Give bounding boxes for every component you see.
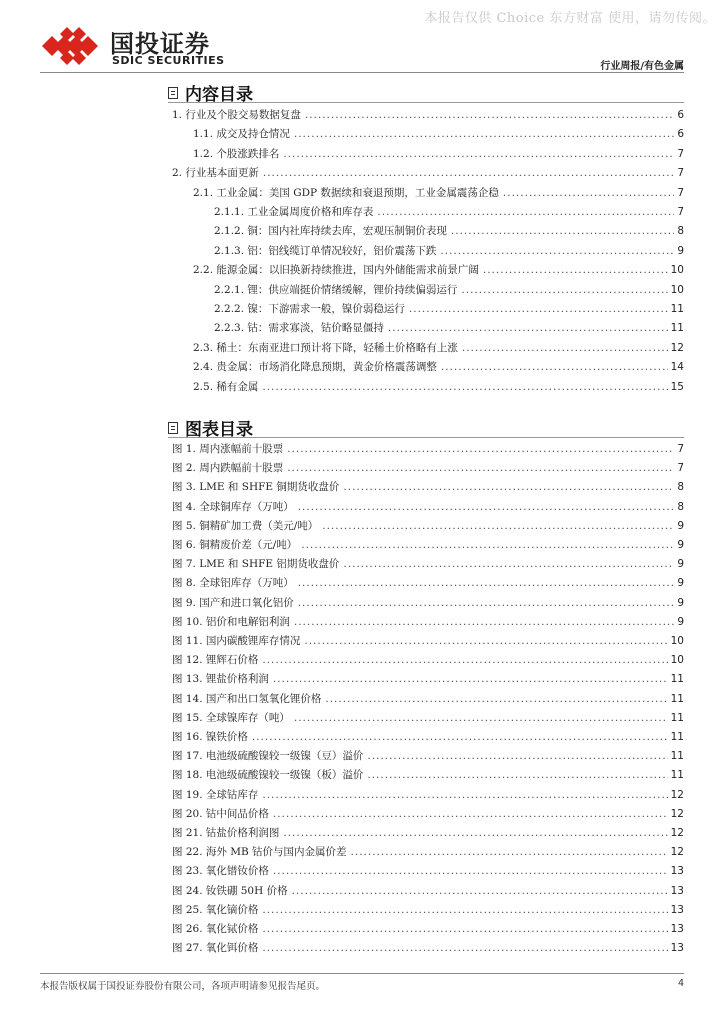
figure-entry-label: 图 6. 铜精废价差（元/吨） xyxy=(172,539,298,551)
dot-leader xyxy=(409,301,668,317)
figure-entry-page: 10 xyxy=(670,654,684,667)
toc-entry-page: 10 xyxy=(670,283,684,296)
toc-entry-label: 1.2. 个股涨跌排名 xyxy=(193,147,280,160)
toc-entry[interactable] xyxy=(193,146,684,162)
logo-diamond-icon xyxy=(40,26,104,66)
toc-entry-page: 7 xyxy=(677,186,684,199)
figure-entry-label: 图 25. 氧化镝价格 xyxy=(172,903,259,916)
toc-entry-page: 15 xyxy=(670,380,684,393)
dot-leader xyxy=(262,921,667,937)
toc-entry-label: 2.2.2. 镍：下游需求一般，镍价弱稳运行 xyxy=(214,303,405,315)
dot-leader xyxy=(262,652,667,668)
dot-leader xyxy=(343,556,674,572)
figure-entry-label: 图 1. 周内涨幅前十股票 xyxy=(172,443,284,455)
figure-entry[interactable] xyxy=(172,671,684,687)
figure-entry[interactable] xyxy=(172,556,684,572)
figure-entry[interactable] xyxy=(172,479,684,495)
figure-entry[interactable] xyxy=(172,652,684,668)
toc-entry-label: 2.1.3. 铝：铝线缆订单情况较好，铝价震荡下跌 xyxy=(214,244,437,257)
dot-leader xyxy=(262,379,667,395)
dot-leader xyxy=(262,940,667,956)
figure-entry-page: 11 xyxy=(670,769,684,782)
toc-entry-label: 2.2.3. 钴：需求寡淡，钴价略显僵持 xyxy=(214,322,384,335)
toc-entry-page: 7 xyxy=(677,147,684,160)
figure-entry-page: 9 xyxy=(677,539,684,551)
figure-entry-label: 图 5. 铜精矿加工费（美元/吨） xyxy=(172,519,319,532)
report-category: 行业周报/有色金属 xyxy=(600,61,684,72)
document-icon xyxy=(168,87,178,99)
figure-entry-label: 图 16. 镍铁价格 xyxy=(172,731,248,743)
figure-entry-page: 9 xyxy=(677,577,684,590)
dot-leader xyxy=(283,825,667,841)
dot-leader xyxy=(503,185,674,201)
figure-entry[interactable] xyxy=(172,825,684,841)
figure-entry[interactable] xyxy=(172,614,684,630)
figure-entry-page: 12 xyxy=(670,846,684,859)
toc-entry-label: 2.1. 工业金属：美国 GDP 数据续和衰退预期，工业金属震荡企稳 xyxy=(193,186,499,199)
figure-entry-page: 7 xyxy=(677,462,684,475)
figure-entry-label: 图 26. 氧化铽价格 xyxy=(172,923,259,935)
dot-leader xyxy=(252,729,668,745)
figure-entry[interactable] xyxy=(172,844,684,860)
dot-leader xyxy=(273,671,668,687)
toc-entry[interactable] xyxy=(214,320,684,336)
toc-entry-page: 9 xyxy=(677,244,684,257)
figure-entry[interactable] xyxy=(172,883,684,899)
figure-entry-page: 11 xyxy=(670,750,684,763)
dot-leader xyxy=(262,787,667,803)
figure-entry-page: 11 xyxy=(670,673,684,686)
toc-entry[interactable] xyxy=(214,243,684,259)
toc-entry-label: 2.5. 稀有金属 xyxy=(193,380,259,393)
figure-entry-page: 9 xyxy=(677,519,684,532)
toc-entry-label: 2.2. 能源金属：以旧换新持续推进，国内外储能需求前景广阔 xyxy=(193,264,479,277)
dot-leader xyxy=(351,844,668,860)
dot-leader xyxy=(298,595,675,611)
figure-entry[interactable] xyxy=(172,767,684,783)
toc-entry[interactable] xyxy=(214,223,684,239)
header-divider xyxy=(40,72,684,73)
toc-entry-label: 2.2.1. 锂：供应端挺价情绪缓解，锂价持续偏弱运行 xyxy=(214,283,458,296)
figure-entry-page: 12 xyxy=(670,807,684,820)
toc-entry[interactable] xyxy=(214,282,684,298)
dot-leader xyxy=(262,902,667,918)
figure-entry[interactable] xyxy=(172,575,684,591)
figure-entry[interactable] xyxy=(172,729,684,745)
figure-entry-label: 图 20. 钴中间品价格 xyxy=(172,807,269,820)
figure-entry[interactable] xyxy=(172,787,684,803)
figure-entry[interactable] xyxy=(172,863,684,879)
toc-entry-label: 2.1.2. 铜：国内社库持续去库，宏观压制铜价表现 xyxy=(214,225,447,238)
dot-leader xyxy=(461,282,667,298)
dot-leader xyxy=(367,748,667,764)
figure-entry-label: 图 7. LME 和 SHFE 铝期货收盘价 xyxy=(172,558,340,571)
figure-entry-label: 图 4. 全球铜库存（万吨） xyxy=(172,500,294,513)
toc-entry-label: 2.4. 贵金属：市场消化降息预期，黄金价格震荡调整 xyxy=(193,361,437,374)
toc-entry[interactable] xyxy=(193,359,684,375)
toc-entry[interactable] xyxy=(214,301,684,317)
footer-disclaimer: 本报告版权属于国投证券股份有限公司，各项声明请参见报告尾页。 xyxy=(40,981,326,992)
dot-leader xyxy=(292,883,668,899)
figure-entry-label: 图 12. 锂辉石价格 xyxy=(172,654,259,667)
dot-leader xyxy=(273,806,668,822)
toc-title-rule xyxy=(168,102,684,103)
figure-entry-page: 11 xyxy=(670,711,684,724)
figure-entry[interactable] xyxy=(172,902,684,918)
toc-entry[interactable] xyxy=(172,107,684,123)
figure-entry[interactable] xyxy=(172,441,684,457)
toc-entry-label: 2.1.1. 工业金属周度价格和库存表 xyxy=(214,206,374,218)
figure-entry-label: 图 14. 国产和出口氢氧化锂价格 xyxy=(172,692,322,705)
figure-entry-label: 图 19. 全球钴库存 xyxy=(172,788,259,801)
dot-leader xyxy=(322,518,674,534)
figure-entry[interactable] xyxy=(172,748,684,764)
figure-entry-page: 13 xyxy=(670,884,684,897)
figure-entry[interactable] xyxy=(172,940,684,956)
toc-entry[interactable] xyxy=(193,340,684,356)
toc-entry-page: 14 xyxy=(670,361,684,374)
figure-entry-label: 图 17. 电池级硫酸镍较一级镍（豆）溢价 xyxy=(172,750,364,763)
dot-leader xyxy=(367,767,667,783)
toc-entry[interactable] xyxy=(172,165,684,181)
dot-leader xyxy=(483,262,668,278)
toc-entry-page: 6 xyxy=(677,128,684,141)
figure-entry-page: 9 xyxy=(677,596,684,609)
figure-entry-page: 13 xyxy=(670,903,684,916)
dot-leader xyxy=(283,146,674,162)
dot-leader xyxy=(263,165,674,181)
figure-entry-page: 12 xyxy=(670,827,684,839)
toc-entry-page: 8 xyxy=(677,225,684,238)
toc-entry-page: 11 xyxy=(670,303,684,315)
dot-leader xyxy=(377,204,674,220)
figure-entry-page: 13 xyxy=(670,923,684,935)
figure-entry-page: 8 xyxy=(677,481,684,494)
toc-entry-page: 6 xyxy=(677,109,684,121)
dot-leader xyxy=(451,223,674,239)
figure-entry-label: 图 22. 海外 MB 钴价与国内金属价差 xyxy=(172,846,347,859)
toc-entry-page: 7 xyxy=(677,167,684,180)
figures-title-text: 图表目录 xyxy=(185,420,253,440)
figure-entry-label: 图 3. LME 和 SHFE 铜期货收盘价 xyxy=(172,481,340,494)
toc-entry-label: 1. 行业及个股交易数据复盘 xyxy=(172,109,301,121)
toc-entry-page: 7 xyxy=(677,206,684,218)
figure-entry-page: 8 xyxy=(677,500,684,513)
toc-entry[interactable] xyxy=(193,262,684,278)
dot-leader xyxy=(305,107,674,123)
figure-entry-label: 图 21. 钴盐价格利润图 xyxy=(172,827,280,839)
toc-entry[interactable] xyxy=(193,185,684,201)
toc-entry[interactable] xyxy=(214,204,684,220)
toc-entry-page: 12 xyxy=(670,341,684,354)
figure-entry-page: 9 xyxy=(677,615,684,628)
figure-entry-label: 图 11. 国内碳酸锂库存情况 xyxy=(172,635,301,647)
toc-entry[interactable] xyxy=(193,126,684,142)
figure-entry[interactable] xyxy=(172,537,684,553)
figure-entry-page: 13 xyxy=(670,942,684,955)
dot-leader xyxy=(287,460,674,476)
figure-entry-page: 10 xyxy=(670,635,684,647)
figure-entry-label: 图 13. 锂盐价格利润 xyxy=(172,673,269,686)
toc-entry[interactable] xyxy=(193,379,684,395)
dot-leader xyxy=(462,340,668,356)
toc-entry-page: 10 xyxy=(670,264,684,277)
logo-name-en: SDIC SECURITIES xyxy=(112,54,225,67)
footer-divider xyxy=(40,973,684,974)
figure-entry-page: 12 xyxy=(670,788,684,801)
figure-entry[interactable] xyxy=(172,518,684,534)
figure-entry-label: 图 15. 全球镍库存（吨） xyxy=(172,711,290,724)
dot-leader xyxy=(287,441,674,457)
dot-leader xyxy=(301,537,674,553)
toc-entry-label: 2.3. 稀土：东南亚进口预计将下降，轻稀土价格略有上涨 xyxy=(193,341,458,354)
toc-entry-label: 2. 行业基本面更新 xyxy=(172,167,259,180)
figure-entry-label: 图 2. 周内跌幅前十股票 xyxy=(172,462,284,475)
figure-entry-label: 图 27. 氧化铒价格 xyxy=(172,942,259,955)
dot-leader xyxy=(325,691,667,707)
company-logo xyxy=(40,22,240,72)
figure-entry-label: 图 8. 全球铝库存（万吨） xyxy=(172,577,294,590)
toc-entry-page: 11 xyxy=(670,322,684,335)
figure-entry-label: 图 9. 国产和进口氧化铝价 xyxy=(172,596,294,609)
figure-entry[interactable] xyxy=(172,633,684,649)
figure-entry[interactable] xyxy=(172,710,684,726)
figure-entry[interactable] xyxy=(172,460,684,476)
figure-entry-label: 图 18. 电池级硫酸镍较一级镍（板）溢价 xyxy=(172,769,364,782)
figure-entry[interactable] xyxy=(172,499,684,515)
figure-entry-label: 图 23. 氧化镨钕价格 xyxy=(172,865,269,878)
watermark-text: 本报告仅供 Choice 东方财富 使用，请勿传阅。 xyxy=(424,11,716,26)
dot-leader xyxy=(294,126,674,142)
dot-leader xyxy=(304,633,667,649)
figure-entry-page: 9 xyxy=(677,558,684,571)
figure-entry-page: 7 xyxy=(677,443,684,455)
dot-leader xyxy=(298,575,675,591)
figure-entry-page: 11 xyxy=(670,731,684,743)
dot-leader xyxy=(294,710,668,726)
figure-entry[interactable] xyxy=(172,595,684,611)
figure-entry-page: 11 xyxy=(670,692,684,705)
toc-title-text: 内容目录 xyxy=(185,85,253,105)
dot-leader xyxy=(294,614,674,630)
dot-leader xyxy=(343,479,674,495)
dot-leader xyxy=(440,243,674,259)
figure-entry[interactable] xyxy=(172,806,684,822)
figure-entry[interactable] xyxy=(172,691,684,707)
figures-title-rule xyxy=(168,437,684,438)
toc-entry-label: 1.1. 成交及持仓情况 xyxy=(193,128,290,141)
logo-name-cn: 国投证券 xyxy=(110,30,210,58)
figure-entry-label: 图 24. 钕铁硼 50H 价格 xyxy=(172,884,288,897)
dot-leader xyxy=(441,359,668,375)
figure-entry[interactable] xyxy=(172,921,684,937)
figure-entry-page: 13 xyxy=(670,865,684,878)
document-icon xyxy=(168,422,178,434)
dot-leader xyxy=(273,863,668,879)
figure-entry-label: 图 10. 铝价和电解铝利润 xyxy=(172,615,290,628)
page-number: 4 xyxy=(677,978,684,989)
dot-leader xyxy=(388,320,668,336)
dot-leader xyxy=(298,499,675,515)
